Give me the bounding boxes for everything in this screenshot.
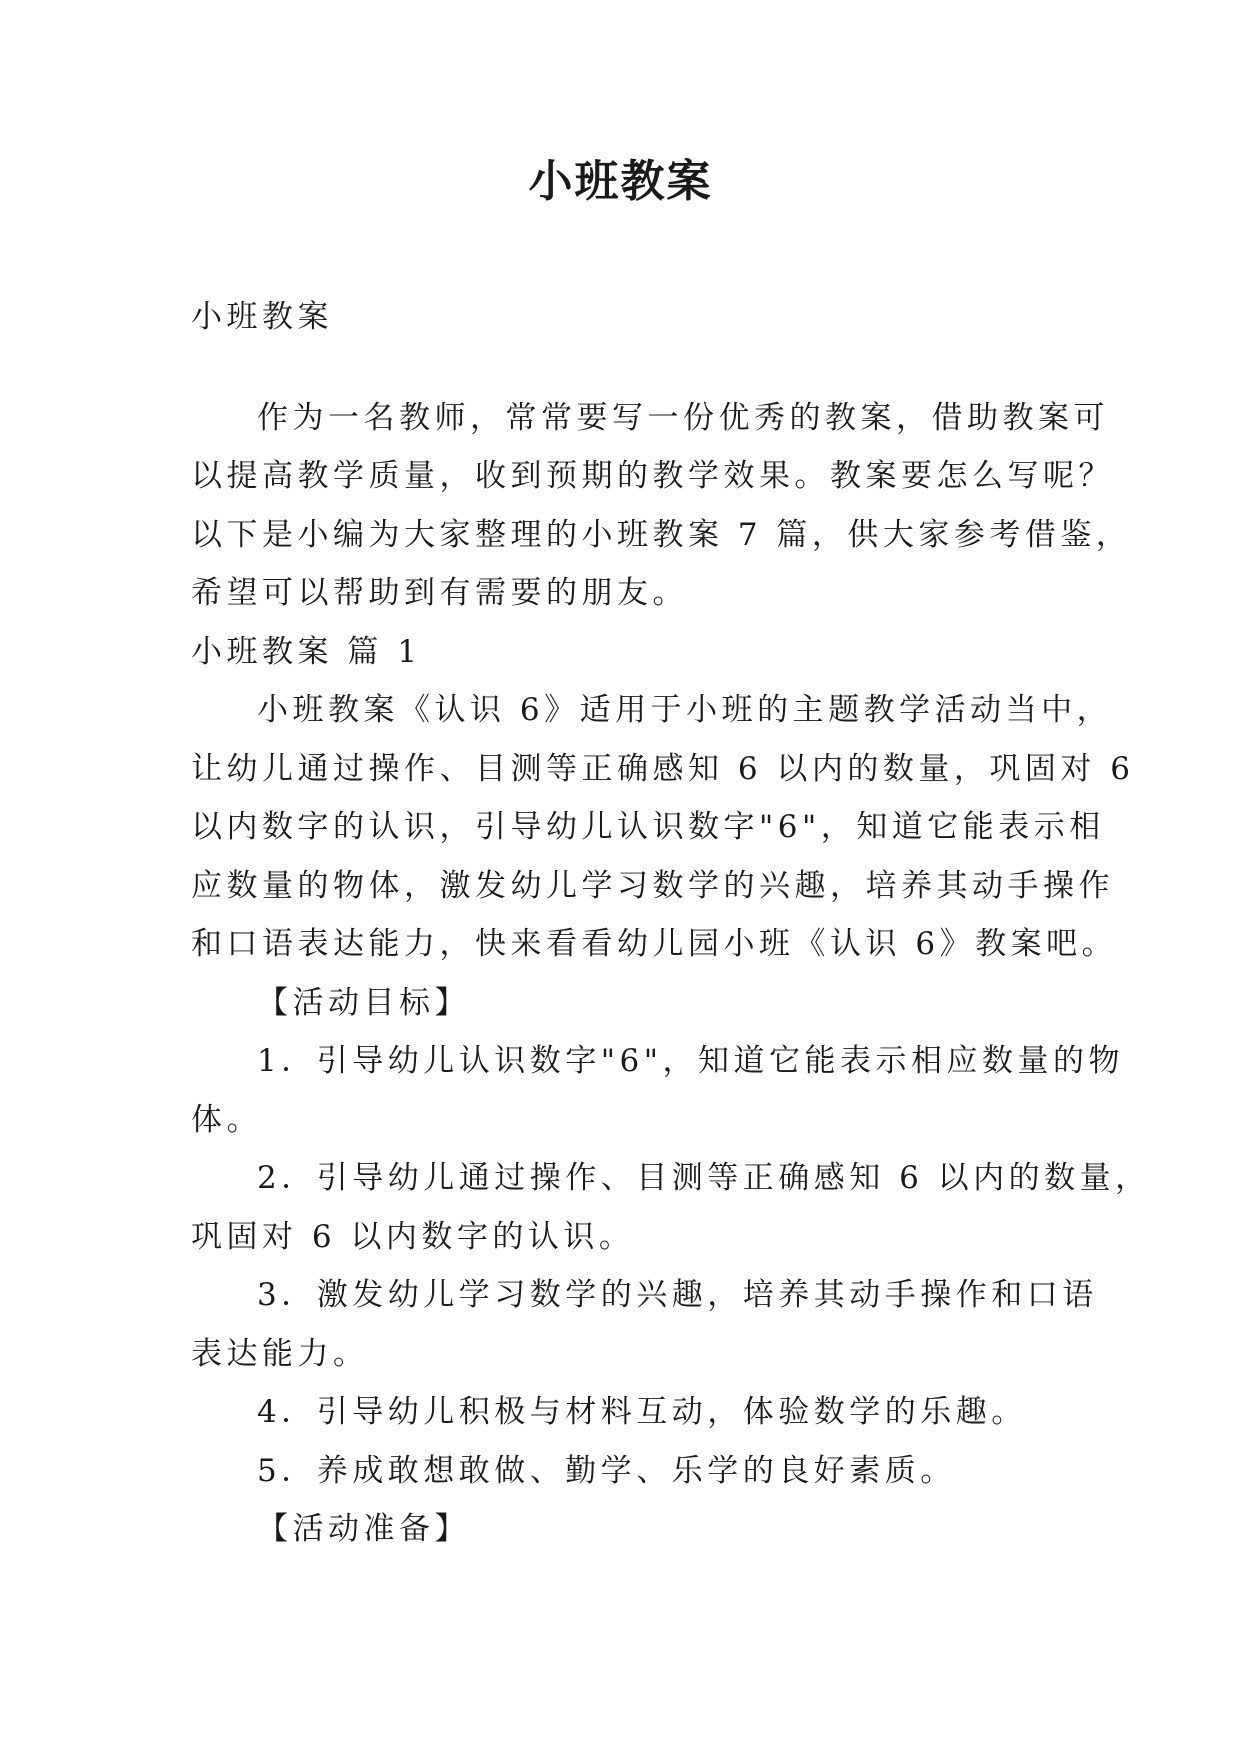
goals-heading: 【活动目标】 (257, 984, 470, 1021)
goal-line: 表达能力。 (191, 1335, 369, 1372)
goal-line: 2．引导幼儿通过操作、目测等正确感知 6 以内的数量， (257, 1160, 1151, 1196)
intro-paragraph (191, 389, 1132, 623)
goal-line: 3．激发幼儿学习数学的兴趣，培养其动手操作和口语 (257, 1277, 1098, 1313)
intro-line: 以下是小编为大家整理的小班教案 7 篇，供大家参考借鉴， (191, 516, 1132, 553)
document-subtitle: 小班教案 (191, 299, 333, 335)
goal-line: 4．引导幼儿积极与材料互动，体验数学的乐趣。 (257, 1394, 1027, 1430)
goal-item (191, 1383, 1061, 1442)
goals-list (191, 1032, 1151, 1500)
intro-line: 以提高教学质量，收到预期的教学效果。教案要怎么写呢？ (191, 458, 1114, 494)
section-intro-line: 让幼儿通过操作、目测等正确感知 6 以内的数量，巩固对 6 (191, 750, 1135, 787)
intro-line: 希望可以帮助到有需要的朋友。 (191, 575, 688, 611)
intro-line: 作为一名教师，常常要写一份优秀的教案，借助教案可 (257, 399, 1109, 436)
document-title: 小班教案 (528, 156, 713, 207)
section-intro-paragraph (191, 681, 1135, 974)
spacer (191, 347, 1061, 389)
goal-line: 巩固对 6 以内数字的认识。 (191, 1218, 635, 1255)
goal-line: 5．养成敢想敢做、勤学、乐学的良好素质。 (257, 1452, 956, 1489)
section-intro-line: 以内数字的认识，引导幼儿认识数字"6"，知道它能表示相 (191, 809, 1105, 845)
goal-line: 体。 (191, 1101, 262, 1138)
document-body (191, 288, 1151, 1559)
section-intro-line: 应数量的物体，激发幼儿学习数学的兴趣，培养其动手操作 (191, 867, 1114, 904)
goal-item (191, 1149, 1151, 1266)
goal-item (191, 1032, 1124, 1149)
section-intro-line: 小班教案《认识 6》适用于小班的主题教学活动当中， (257, 692, 1113, 728)
section-intro-line: 和口语表达能力，快来看看幼儿园小班《认识 6》教案吧。 (191, 926, 1118, 962)
section-heading: 小班教案 篇 1 (191, 633, 422, 670)
prep-heading: 【活动准备】 (257, 1511, 470, 1547)
goal-line: 1．引导幼儿认识数字"6"，知道它能表示相应数量的物 (257, 1043, 1124, 1079)
goal-item (191, 1442, 1061, 1501)
goal-item (191, 1266, 1098, 1383)
